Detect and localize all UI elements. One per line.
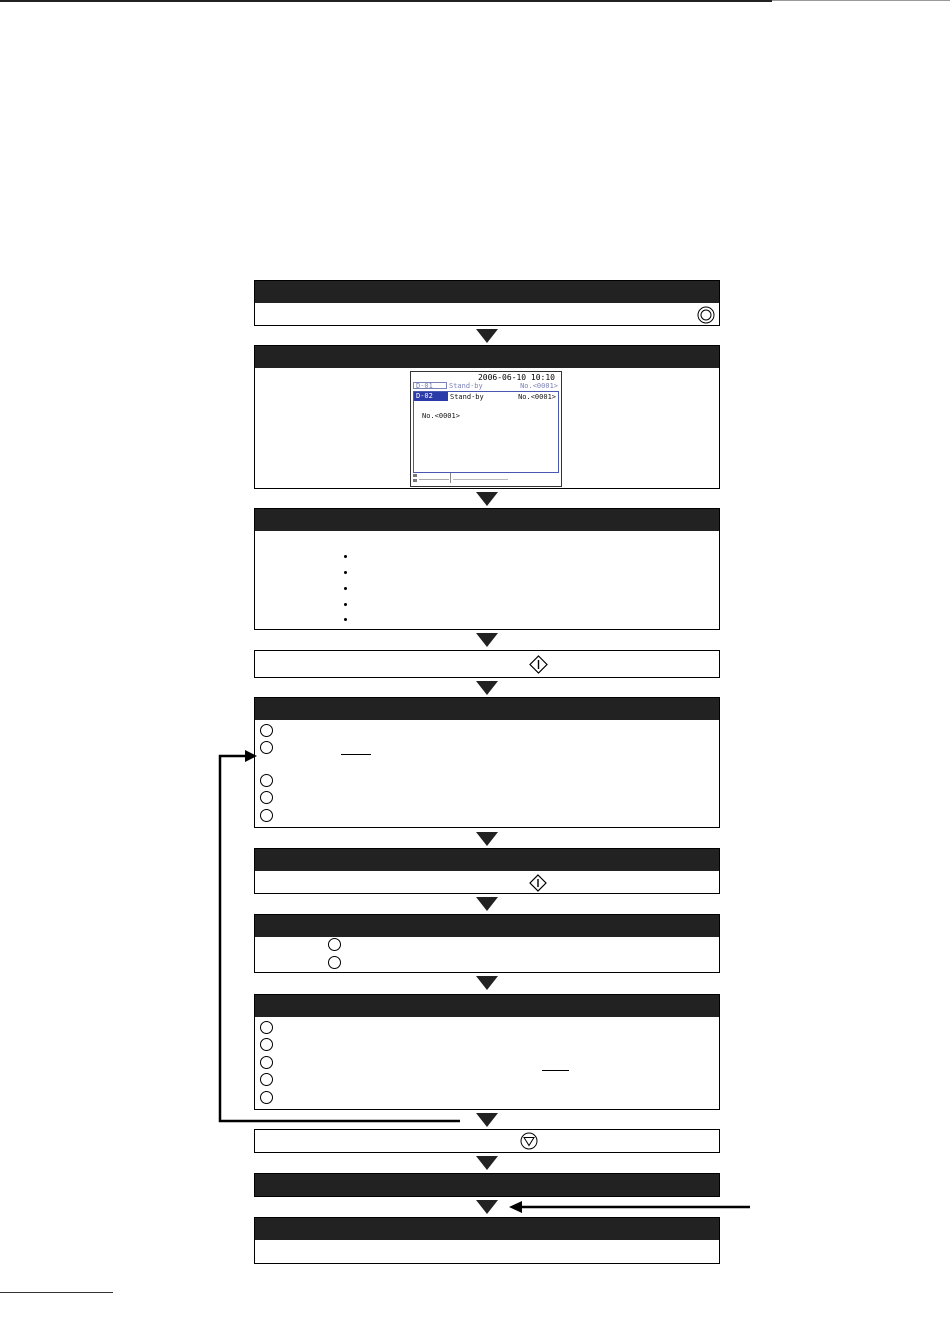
footnote-rule bbox=[0, 1292, 113, 1293]
lcd-datetime: 2006-06-10 10:10 bbox=[477, 373, 555, 382]
lcd-row-number: No.<0001> bbox=[520, 382, 558, 390]
lcd-detail-number: No.<0001> bbox=[422, 412, 460, 420]
lcd-row-label: D-02 bbox=[414, 392, 448, 401]
lcd-row-status: Stand-by bbox=[449, 382, 483, 390]
lcd-row-number: No.<0001> bbox=[518, 393, 556, 401]
lcd-row-label: D-01 bbox=[413, 382, 447, 389]
lcd-row-status: Stand-by bbox=[450, 393, 484, 401]
